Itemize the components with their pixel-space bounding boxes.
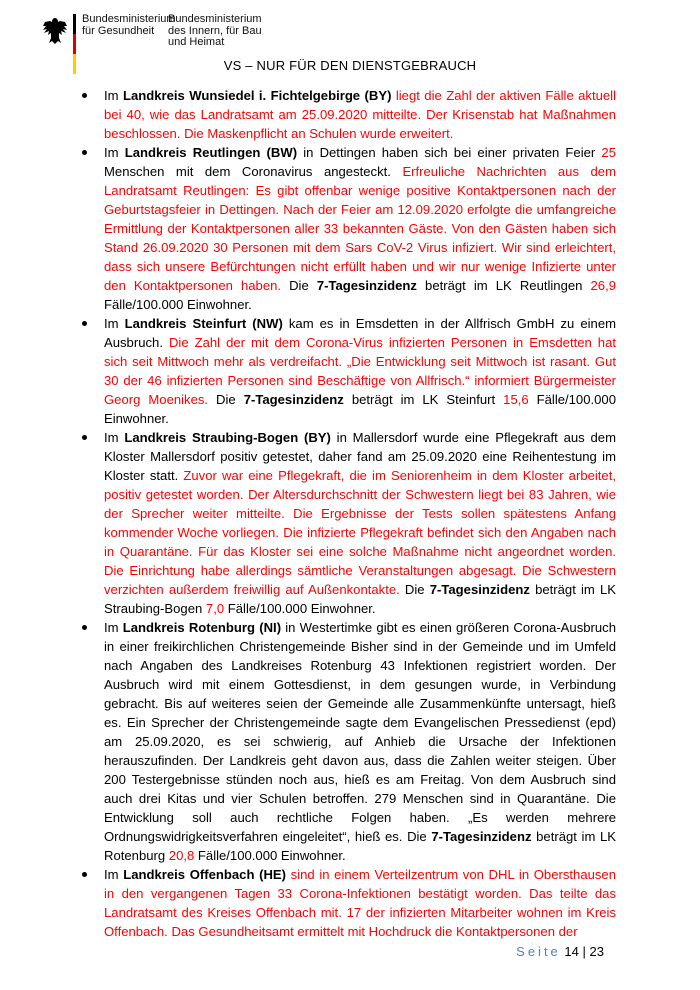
list-item: Im Landkreis Reutlingen (BW) in Dettingen haben sich bei einer privaten Feier 25 Menschen mit dem Coronavirus angesteckt. Erfreuliche Nachrichten aus dem Landratsamt Reutlingen: Es gibt offenbar wenige positive Kontaktpersonen nach der Geburtstagsfeier in Dettingen. Nach der Feier am 12.09.2020 erfolgte die umfangreiche Ermittlung der Kontaktpersonen aller 33 bekannten Gäste. Von den Gästen haben sich Stand 26.09.2020 30 Personen mit dem Sars CoV-2 Virus infiziert. Wir sind erleichtert, dass sich unsere Befürchtungen nicht erfüllt haben und wir nur wenige Infizierte unter den Kontaktpersonen haben. Die 7-Tagesinzidenz beträgt im LK Reutlingen 26,9 Fälle/100.000 Einwohner. <box>104 143 616 314</box>
list-item: Im Landkreis Rotenburg (NI) in Westertimke gibt es einen größeren Corona-Ausbruch in einer freikirchlichen Christengemeinde Bisher sind in der Gemeinde und im Umfeld nach Angaben des Landkreises Rotenburg 43 Infektionen registriert worden. Der Ausbruch wird mit einem Gottesdienst, in dem gesungen wurde, in Verbindung gebracht. Bis auf weiteres seien der Gemeinde alle Zusammenkünfte untersagt, hieß es. Ein Sprecher der Christengemeinde sagte dem Evangelischen Pressedienst (epd) am 25.09.2020, es sei schwierig, auf Anhieb die Ursache der Infektionen herauszufinden. Der Landkreis geht davon aus, dass die Zahlen weiter steigen. Über 200 Testergebnisse stünden noch aus, hieß es am Freitag. Von dem Ausbruch sind auch drei Kitas und vier Schulen betroffen. 279 Menschen sind in Quarantäne. Die Entwicklung soll auch rechtliche Folgen haben. „Es werden mehrere Ordnungswidrigkeitsverfahren eingeleitet“, hieß es. Die 7-Tagesinzidenz beträgt im LK Rotenburg 20,8 Fälle/100.000 Einwohner. <box>104 618 616 865</box>
ministry-interior-name: Bundesministerium des Innern, für Bau und Heimat <box>168 13 262 48</box>
incidence-value: 20,8 <box>168 848 195 863</box>
district-name: Landkreis Steinfurt (NW) <box>124 316 283 331</box>
list-item: Im Landkreis Steinfurt (NW) kam es in Emsdetten in der Allfrisch GmbH zu einem Ausbruch. Die Zahl der mit dem Corona-Virus infizierten Personen in Emsdetten hat sich seit Mittwoch mehr als verdreifacht. „Die Entwicklung seit Mittwoch ist rasant. Gut 30 der 46 infizierten Personen sind Beschäftige von Allfrisch.“ informiert Bürgermeister Georg Moenikes. Die 7-Tagesinzidenz beträgt im LK Steinfurt 15,6 Fälle/100.000 Einwohner. <box>104 314 616 428</box>
incidence-value: 26,9 <box>590 278 616 293</box>
list-item: Im Landkreis Straubing-Bogen (BY) in Mallersdorf wurde eine Pflegekraft aus dem Kloster Mallersdorf positiv getestet, daher fand am 25.09.2020 eine Reihentestung im Kloster statt. Zuvor war eine Pflegekraft, die im Seniorenheim in dem Kloster arbeitet, positiv getestet worden. Der Altersdurchschnitt der Schwestern liegt bei 83 Jahren, wie der Sprecher weiter mitteilte. Die Ergebnisse der Tests sollen spätestens Anfang kommender Woche vorliegen. Die infizierte Pflegekraft befindet sich den Angaben nach in Quarantäne. Für das Kloster sei eine solche Maßnahme nicht angeordnet worden. Die Einrichtung habe allerdings sämtliche Veranstaltungen abgesagt. Die Schwestern verzichten außerdem freiwillig auf Außenkontakte. Die 7-Tagesinzidenz beträgt im LK Straubing-Bogen 7,0 Fälle/100.000 Einwohner. <box>104 428 616 618</box>
district-name: Landkreis Offenbach (HE) <box>123 867 287 882</box>
district-name: Landkreis Reutlingen (BW) <box>124 145 298 160</box>
bullet-icon <box>82 435 87 440</box>
bullet-icon <box>82 93 87 98</box>
incidence-label: 7-Tagesinzidenz <box>429 582 530 597</box>
ministry-health-name: Bundesministerium für Gesundheit <box>82 13 176 37</box>
incidence-label: 7-Tagesinzidenz <box>243 392 344 407</box>
list-item: Im Landkreis Offenbach (HE) sind in einem Verteilzentrum von DHL in Obersthausen in den vergangenen Tagen 33 Corona-Infektionen bestätigt worden. Das teilte das Landratsamt des Kreises Offenbach mit. 17 der infizierten Mitarbeiter wohnen im Kreis Offenbach. Das Gesundheitsamt ermittelt mit Hochdruck die Kontaktpersonen der <box>104 865 616 941</box>
district-name: Landkreis Rotenburg (NI) <box>122 620 282 635</box>
incidence-label: 7-Tagesinzidenz <box>431 829 532 844</box>
classification-marking: VS – NUR FÜR DEN DIENSTGEBRAUCH <box>223 58 477 73</box>
bullet-icon <box>82 872 87 877</box>
federal-eagle-icon <box>42 16 68 46</box>
incidence-label: 7-Tagesinzidenz <box>316 278 417 293</box>
district-name: Landkreis Wunsiedel i. Fichtelgebirge (BY) <box>122 88 392 103</box>
list-item: Im Landkreis Wunsiedel i. Fichtelgebirge (BY) liegt die Zahl der aktiven Fälle aktuell bei 40, wie das Landratsamt am 25.09.2020 mitteilte. Der Krisenstab hat Maßnahmen beschlossen. Die Maskenpflicht an Schulen wurde erweitert. <box>104 86 616 143</box>
bullet-icon <box>82 321 87 326</box>
bullet-icon <box>82 150 87 155</box>
district-name: Landkreis Straubing-Bogen (BY) <box>124 430 331 445</box>
incidence-value: 15,6 <box>503 392 529 407</box>
district-report-list <box>104 86 616 941</box>
bullet-icon <box>82 625 87 630</box>
page-number: Seite 14 | 23 <box>516 944 604 959</box>
incidence-value: 7,0 <box>205 601 225 616</box>
